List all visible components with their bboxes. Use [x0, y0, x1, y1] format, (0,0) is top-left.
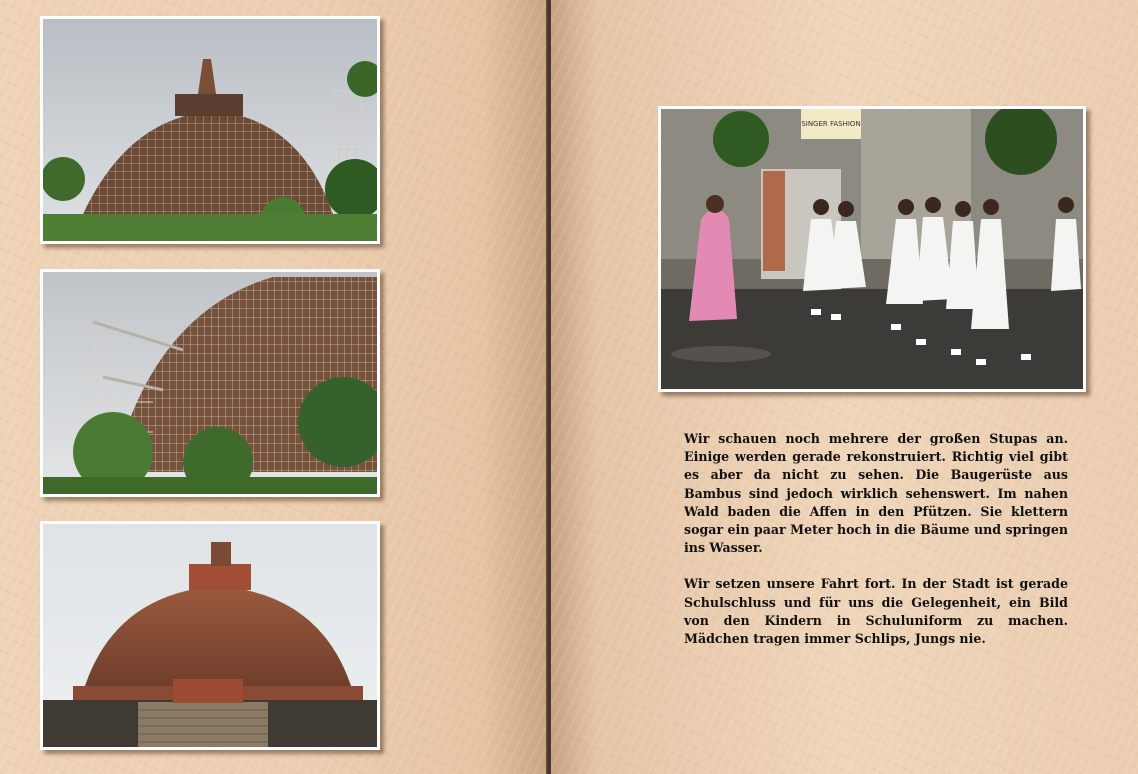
schoolchildren-image	[661, 109, 1083, 389]
travel-text	[684, 430, 1068, 666]
paragraph-schoolchildren: Wir setzen unsere Fahrt fort. In der Stadt ist gerade Schulschluss und für uns die Gelegenheit, ein Bild von den Kindern in Schuluniform zu machen. Mädchen tragen immer Schlips, Jungs nie.	[684, 576, 1068, 647]
paragraph-stupas: Wir schauen noch mehrere der großen Stupas an. Einige werden gerade rekonstruiert. Richtig viel gibt es aber da nicht zu sehen. Die Baugerüste aus Bambus sind jedoch wirklich sehenswert. Im nahen Wald baden die Affen in den Pfützen. Sie klettern sogar ein paar Meter hoch in die Bäume und springen ins Wasser.	[684, 431, 1068, 556]
left-page	[0, 0, 547, 774]
shop-sign-text: SINGER FASHION	[801, 120, 861, 128]
bamboo-scaffolding-image	[43, 272, 377, 494]
photo-stupa-scaffolding[interactable]	[40, 16, 380, 244]
photo-schoolchildren[interactable]	[658, 106, 1086, 392]
brick-stupa-image	[43, 524, 377, 747]
photo-brick-stupa[interactable]	[40, 521, 380, 750]
right-page	[551, 0, 1138, 774]
stupa-scaffolding-image	[43, 19, 377, 241]
photo-bamboo-scaffolding[interactable]	[40, 269, 380, 497]
